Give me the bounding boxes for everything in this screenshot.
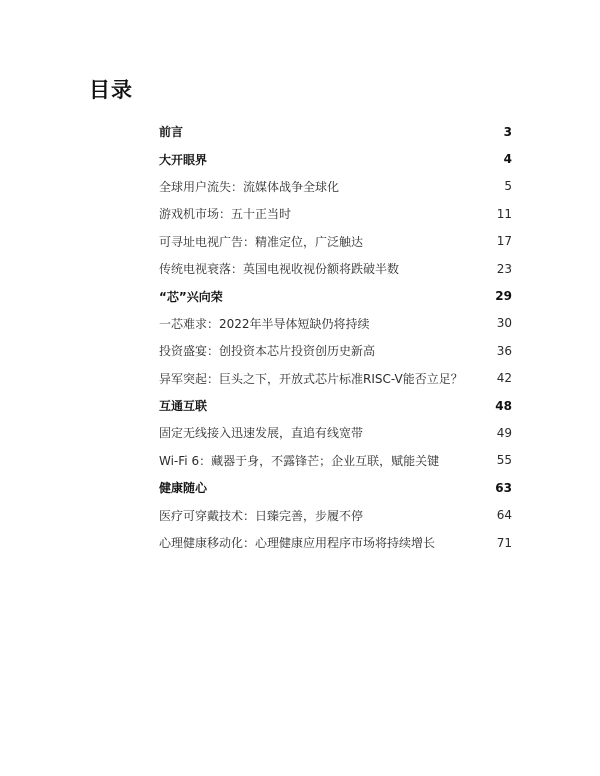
toc-item[interactable] bbox=[159, 255, 512, 282]
toc-page-number: 55 bbox=[496, 453, 512, 468]
toc-item[interactable] bbox=[159, 310, 512, 337]
toc-entry-label: 传统电视衰落：英国电视收视份额将跌破半数 bbox=[159, 262, 400, 277]
toc-entry-label: 健康随心 bbox=[159, 481, 208, 496]
toc-entry-label: 前言 bbox=[159, 125, 184, 140]
toc-page-number: 11 bbox=[496, 206, 512, 221]
toc-item[interactable] bbox=[159, 419, 512, 446]
toc-page-number: 64 bbox=[496, 508, 512, 523]
toc-item[interactable] bbox=[159, 228, 512, 255]
toc-page-number: 71 bbox=[496, 535, 512, 550]
toc-entry-label: “芯”兴向荣 bbox=[159, 289, 223, 304]
toc-section[interactable] bbox=[159, 282, 512, 309]
toc-page-number: 29 bbox=[495, 289, 512, 304]
toc-page-number: 36 bbox=[496, 343, 512, 358]
toc-title: 目录 bbox=[89, 78, 133, 102]
toc-entry-label: 一芯难求：2022年半导体短缺仍将持续 bbox=[159, 316, 370, 331]
toc-entry-label: Wi-Fi 6：藏器于身，不露锋芒；企业互联，赋能关键 bbox=[159, 453, 440, 468]
toc-section[interactable] bbox=[159, 392, 512, 419]
toc-page-number: 23 bbox=[496, 261, 512, 276]
toc-page-number: 63 bbox=[495, 480, 512, 495]
toc-page-number: 30 bbox=[496, 316, 512, 331]
toc-entry-label: 可寻址电视广告：精准定位，广泛触达 bbox=[159, 234, 364, 249]
toc-item[interactable] bbox=[159, 447, 512, 474]
toc-page-number: 48 bbox=[495, 398, 512, 413]
toc-entry-label: 异军突起：巨头之下，开放式芯片标准RISC-V能否立足？ bbox=[159, 371, 463, 386]
toc-item[interactable] bbox=[159, 173, 512, 200]
toc-entry-label: 全球用户流失：流媒体战争全球化 bbox=[159, 179, 340, 194]
toc-entry-label: 心理健康移动化：心理健康应用程序市场将持续增长 bbox=[159, 536, 436, 551]
toc-item[interactable] bbox=[159, 337, 512, 364]
toc-item[interactable] bbox=[159, 501, 512, 528]
toc-entry-label: 投资盛宴：创投资本芯片投资创历史新高 bbox=[159, 344, 376, 359]
table-of-contents bbox=[159, 118, 512, 556]
toc-entry-label: 大开眼界 bbox=[159, 152, 208, 167]
toc-item[interactable] bbox=[159, 529, 512, 556]
toc-item[interactable] bbox=[159, 200, 512, 227]
toc-page-number: 3 bbox=[503, 124, 512, 139]
toc-page-number: 42 bbox=[496, 371, 512, 386]
toc-section[interactable] bbox=[159, 145, 512, 172]
toc-entry-label: 医疗可穿戴技术：日臻完善，步履不停 bbox=[159, 508, 364, 523]
toc-entry-label: 互通互联 bbox=[159, 399, 208, 414]
toc-section[interactable] bbox=[159, 118, 512, 145]
toc-section[interactable] bbox=[159, 474, 512, 501]
toc-entry-label: 游戏机市场：五十正当时 bbox=[159, 207, 292, 222]
toc-page-number: 4 bbox=[503, 152, 512, 167]
toc-page-number: 5 bbox=[504, 179, 512, 194]
toc-item[interactable] bbox=[159, 365, 512, 392]
toc-entry-label: 固定无线接入迅速发展，直追有线宽带 bbox=[159, 426, 364, 441]
toc-page-number: 49 bbox=[496, 425, 512, 440]
toc-page-number: 17 bbox=[496, 234, 512, 249]
